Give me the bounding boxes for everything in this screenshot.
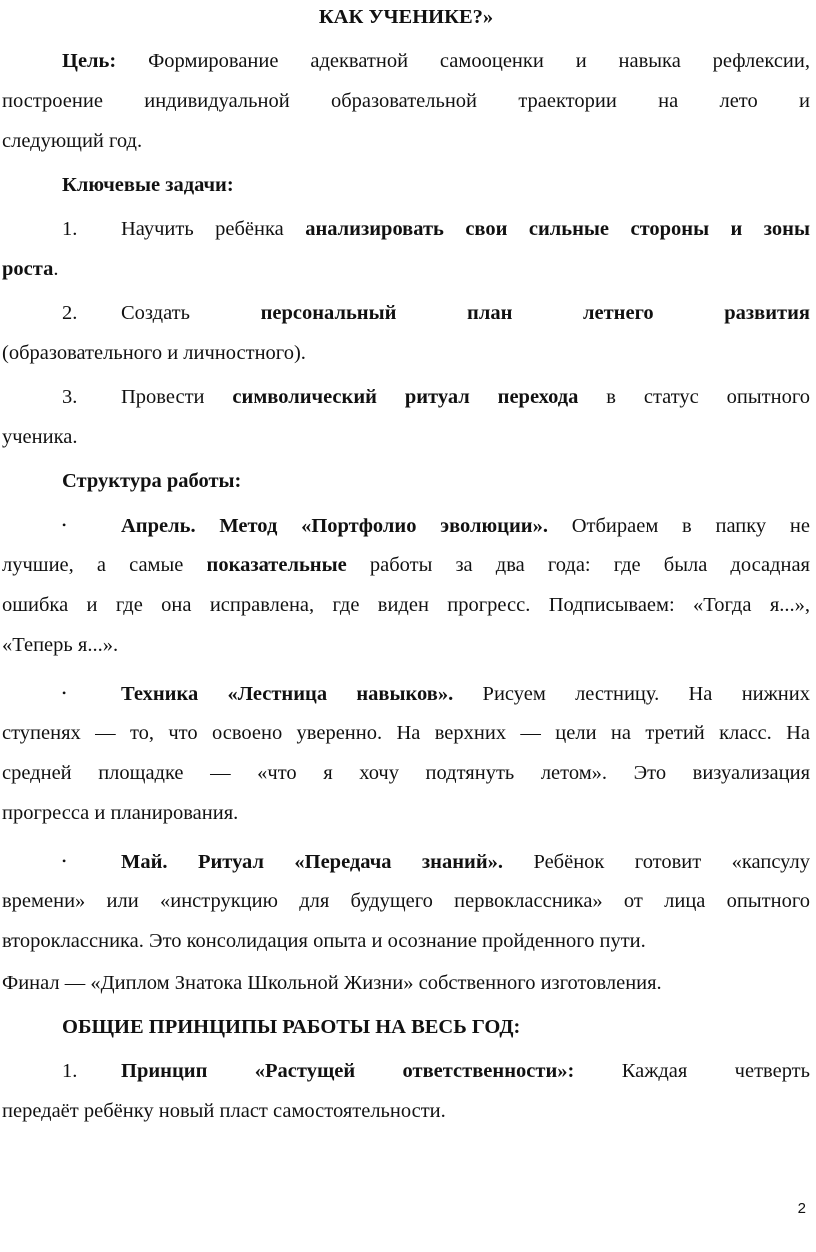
bullet-2-line-3: средней площадке — «что я хочу подтянуть летом». Это визуализация [2, 762, 810, 784]
task-3-line-1: 3. Провести символический ритуал перехода в статус опытного [62, 386, 810, 408]
task-3-line-2: ученика. [2, 426, 78, 448]
bullet-1-line-4: «Теперь я...». [2, 634, 119, 656]
task-1-line-2: роста. [2, 258, 59, 280]
goal-line-1: Цель: Формирование адекватной самооценки и навыка рефлексии, [62, 50, 810, 72]
principles-heading: ОБЩИЕ ПРИНЦИПЫ РАБОТЫ НА ВЕСЬ ГОД: [62, 1016, 521, 1038]
bullet-3-line-1: • Май. Ритуал «Передача знаний». Ребёнок готовит «капсулу [2, 848, 810, 875]
bullet-2-line-2: ступенях — то, что освоено уверенно. На верхних — цели на третий класс. На [2, 722, 810, 744]
bullet-1-line-1: • Апрель. Метод «Портфолио эволюции». Отбираем в папку не [2, 512, 810, 539]
tasks-heading: Ключевые задачи: [62, 174, 234, 196]
task-2-line-2: (образовательного и личностного). [2, 342, 306, 364]
bullet-1-line-3: ошибка и где она исправлена, где виден прогресс. Подписываем: «Тогда я...», [2, 594, 810, 616]
bullet-2-line-1: • Техника «Лестница навыков». Рисуем лестницу. На нижних [2, 680, 810, 707]
bullet-icon: • [62, 518, 67, 532]
page-number: 2 [797, 1200, 806, 1217]
task-2-line-1: 2. Создать персональный план летнего развития [62, 302, 810, 324]
goal-line-3: следующий год. [2, 130, 143, 152]
bullet-3-line-3: второклассника. Это консолидация опыта и осознание пройденного пути. [2, 930, 646, 952]
structure-heading: Структура работы: [62, 470, 242, 492]
bullet-3-line-2: времени» или «инструкцию для будущего первоклассника» от лица опытного [2, 890, 810, 912]
bullet-icon: • [62, 686, 67, 700]
goal-label: Цель: [62, 50, 117, 72]
bullet-1-line-2: лучшие, а самые показательные работы за два года: где была досадная [2, 554, 810, 576]
principle-1-line-2: передаёт ребёнку новый пласт самостоятельности. [2, 1100, 446, 1122]
bullet-icon: • [62, 854, 67, 868]
principle-1-line-1: 1. Принцип «Растущей ответственности»: Каждая четверть [62, 1060, 810, 1082]
goal-line-2: построение индивидуальной образовательной траектории на лето и [2, 90, 810, 112]
page-title: КАК УЧЕНИКЕ?» [318, 6, 494, 28]
bullet-2-line-4: прогресса и планирования. [2, 802, 239, 824]
task-1-line-1: 1. Научить ребёнка анализировать свои сильные стороны и зоны [62, 218, 810, 240]
final-line: Финал — «Диплом Знатока Школьной Жизни» собственного изготовления. [2, 972, 662, 994]
